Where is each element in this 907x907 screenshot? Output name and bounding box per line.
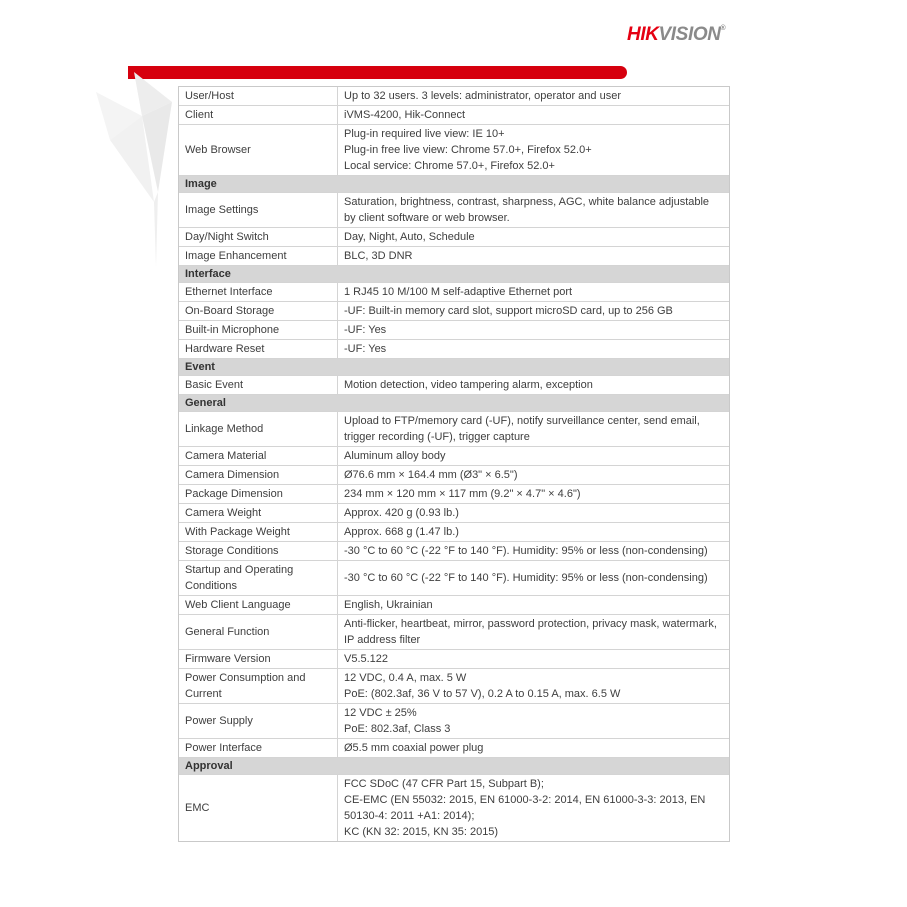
spec-row-user-host [179,87,729,105]
spec-value-line: -30 °C to 60 °C (-22 °F to 140 °F). Humidity: 95% or less (non-condensing) [344,572,708,584]
spec-row-camera-material [179,446,729,465]
spec-value [338,650,729,668]
spec-value-line: Aluminum alloy body [344,450,446,462]
hikvision-logo [627,24,725,46]
spec-value-line: Local service: Chrome 57.0+, Firefox 52.0+ [344,160,555,172]
spec-row-firmware-version [179,649,729,668]
spec-label: General Function [179,615,338,649]
spec-row-storage-conditions [179,541,729,560]
spec-value [338,466,729,484]
spec-value [338,376,729,394]
red-accent-bar [128,66,627,79]
spec-row-basic-event [179,375,729,394]
spec-label: Power Supply [179,704,338,738]
spec-value [338,321,729,339]
spec-label: With Package Weight [179,523,338,541]
spec-value [338,302,729,320]
spec-label: Client [179,106,338,124]
spec-value-line: Anti-flicker, heartbeat, mirror, password protection, privacy mask, watermark, IP address filter [344,618,717,646]
spec-value [338,704,729,738]
section-header-image: Image [179,175,729,192]
spec-label: Storage Conditions [179,542,338,560]
spec-row-camera-dimension [179,465,729,484]
spec-row-power-supply [179,703,729,738]
spec-label: Firmware Version [179,650,338,668]
spec-row-image-enhancement [179,246,729,265]
spec-row-web-client-language [179,595,729,614]
spec-value [338,193,729,227]
spec-value-line: -UF: Yes [344,343,387,355]
spec-label: Linkage Method [179,412,338,446]
spec-row-ethernet-interface [179,282,729,301]
spec-value-line: Approx. 420 g (0.93 lb.) [344,507,459,519]
spec-value-line: Approx. 668 g (1.47 lb.) [344,526,459,538]
spec-label: Web Client Language [179,596,338,614]
spec-row-linkage-method [179,411,729,446]
spec-value [338,542,729,560]
spec-label: Camera Dimension [179,466,338,484]
spec-label: Camera Weight [179,504,338,522]
spec-value-line: English, Ukrainian [344,599,433,611]
spec-label: Camera Material [179,447,338,465]
spec-value-line: 1 RJ45 10 M/100 M self-adaptive Ethernet port [344,286,573,298]
spec-label: EMC [179,775,338,841]
spec-value [338,87,729,105]
spec-row-with-package-weight [179,522,729,541]
spec-value-line: -30 °C to 60 °C (-22 °F to 140 °F). Humidity: 95% or less (non-condensing) [344,545,708,557]
spec-value-line: CE-EMC (EN 55032: 2015, EN 61000-3-2: 2014, EN 61000-3-3: 2013, EN 50130-4: 2011 +A1: 2014); [344,794,706,822]
spec-label: Startup and Operating Conditions [179,561,338,595]
spec-value-line: 12 VDC, 0.4 A, max. 5 W [344,672,467,684]
spec-value [338,228,729,246]
spec-row-general-function [179,614,729,649]
spec-value-line: 12 VDC ± 25% [344,707,417,719]
section-header-event: Event [179,358,729,375]
spec-value-line: Motion detection, video tampering alarm, exception [344,379,593,391]
spec-value-line: Ø76.6 mm × 164.4 mm (Ø3" × 6.5") [344,469,518,481]
spec-value [338,106,729,124]
spec-value [338,125,729,175]
spec-value-line: BLC, 3D DNR [344,250,413,262]
registered-trademark-icon: ® [720,25,726,32]
logo-hik-text: HIK [627,24,659,45]
spec-row-hardware-reset [179,339,729,358]
spec-value [338,739,729,757]
spec-row-built-in-microphone [179,320,729,339]
spec-value-line: Day, Night, Auto, Schedule [344,231,475,243]
spec-row-on-board-storage [179,301,729,320]
spec-value [338,596,729,614]
spec-value [338,485,729,503]
spec-row-package-dimension [179,484,729,503]
spec-label: Built-in Microphone [179,321,338,339]
spec-value [338,412,729,446]
spec-value-line: V5.5.122 [344,653,389,665]
spec-value [338,523,729,541]
spec-value-line: PoE: (802.3af, 36 V to 57 V), 0.2 A to 0.15 A, max. 6.5 W [344,688,621,700]
spec-value-line: PoE: 802.3af, Class 3 [344,723,451,735]
section-header-approval: Approval [179,757,729,774]
spec-row-client [179,105,729,124]
spec-label: Package Dimension [179,485,338,503]
spec-value [338,669,729,703]
spec-value-line: KC (KN 32: 2015, KN 35: 2015) [344,826,499,838]
spec-value [338,775,729,841]
spec-row-startup-and-operating-conditions [179,560,729,595]
spec-row-day-night-switch [179,227,729,246]
spec-value-line: FCC SDoC (47 CFR Part 15, Subpart B); [344,778,544,790]
spec-value-line: -UF: Built-in memory card slot, support microSD card, up to 256 GB [344,305,673,317]
spec-label: Power Interface [179,739,338,757]
spec-value-line: Ø5.5 mm coaxial power plug [344,742,484,754]
spec-label: Hardware Reset [179,340,338,358]
spec-value-line: -UF: Yes [344,324,387,336]
spec-row-camera-weight [179,503,729,522]
spec-label: Ethernet Interface [179,283,338,301]
spec-value [338,561,729,595]
spec-value [338,340,729,358]
spec-value-line: Plug-in required live view: IE 10+ [344,128,505,140]
spec-value-line: iVMS-4200, Hik-Connect [344,109,466,121]
spec-value-line: Upload to FTP/memory card (-UF), notify surveillance center, send email, trigger recording (-UF), trigger capture [344,415,700,443]
spec-label: Basic Event [179,376,338,394]
spec-row-power-consumption-and-current [179,668,729,703]
logo-vision-text: VISION [658,24,721,45]
spec-value [338,615,729,649]
spec-row-image-settings [179,192,729,227]
spec-label: Image Settings [179,193,338,227]
spec-value [338,283,729,301]
spec-value-line: 234 mm × 120 mm × 117 mm (9.2" × 4.7" × 4.6") [344,488,581,500]
spec-label: Web Browser [179,125,338,175]
spec-value-line: Plug-in free live view: Chrome 57.0+, Firefox 52.0+ [344,144,592,156]
spec-row-web-browser [179,124,729,175]
spec-row-emc [179,774,729,841]
section-header-interface: Interface [179,265,729,282]
section-header-general: General [179,394,729,411]
spec-value [338,504,729,522]
spec-value [338,247,729,265]
spec-label: Image Enhancement [179,247,338,265]
spec-table [178,86,730,842]
spec-label: Power Consumption and Current [179,669,338,703]
spec-value-line: Saturation, brightness, contrast, sharpness, AGC, white balance adjustable by client software or web browser. [344,196,710,224]
spec-label: Day/Night Switch [179,228,338,246]
spec-row-power-interface [179,738,729,757]
spec-value [338,447,729,465]
spec-label: User/Host [179,87,338,105]
spec-label: On-Board Storage [179,302,338,320]
spec-value-line: Up to 32 users. 3 levels: administrator, operator and user [344,90,621,102]
